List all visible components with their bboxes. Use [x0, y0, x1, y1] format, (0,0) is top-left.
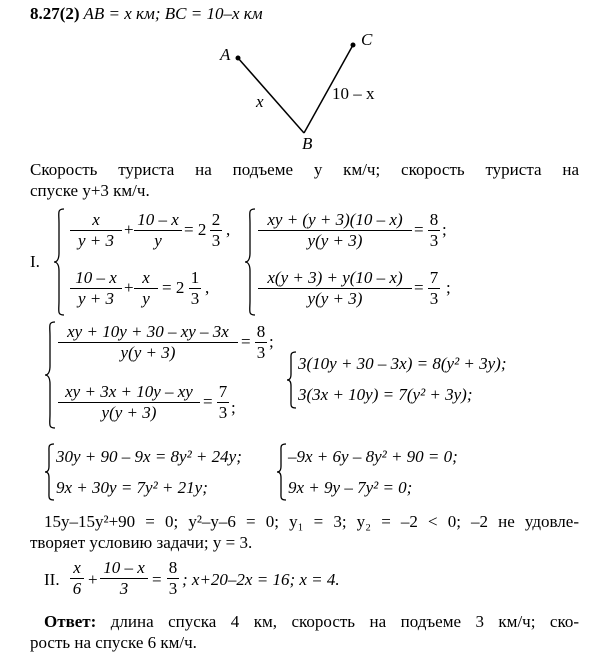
fraction: 1 3 — [190, 268, 200, 308]
operator: + — [124, 278, 134, 297]
fraction: 7 3 — [218, 382, 228, 422]
problem-number: 8.27(2) — [30, 4, 80, 23]
brace-system-3 — [44, 320, 58, 430]
equals: = — [203, 392, 213, 411]
equation: 3(10y + 30 – 3x) = 8(y² + 3y); — [298, 354, 507, 373]
fraction: x 6 — [70, 558, 84, 599]
equation-tail: ; x+20–2x = 16; x = 4. — [182, 570, 340, 589]
fraction: 8 3 — [256, 322, 266, 362]
operator: + — [124, 220, 134, 239]
fraction: x y — [134, 268, 158, 309]
punct: ; — [442, 220, 447, 239]
quadratic-text-line1: 15y–15y²+90 = 0; y²–y–6 = 0; y₁ = 3; y₂ = –2 < 0; –2 не удовле- — [44, 512, 579, 531]
brace-system-5 — [44, 442, 56, 502]
operator: + — [88, 570, 98, 589]
fraction: 10 – x y — [134, 210, 182, 251]
brace-system-2 — [244, 207, 258, 317]
answer-line2: рость на спуске 6 км/ч. — [30, 633, 197, 652]
equation: 3(3x + 10y) = 7(y² + 3y); — [298, 385, 473, 404]
fraction: x(y + 3) + y(10 – x) y(y + 3) — [258, 268, 412, 309]
quadratic-text-line2: творяет условию задачи; y = 3. — [30, 533, 253, 552]
equation: 30y + 90 – 9x = 8y² + 24y; — [56, 447, 242, 466]
path-diagram — [0, 0, 599, 160]
punct: , — [226, 220, 231, 239]
label-ab-length: x — [256, 92, 264, 111]
point-a — [236, 56, 241, 61]
punct: ; — [446, 278, 451, 297]
segment-ab — [238, 58, 304, 133]
speed-text-line1: Скорость туриста на подъеме y км/ч; скорость туриста на — [30, 160, 579, 179]
fraction: 8 3 — [429, 210, 439, 250]
given-lengths: AB = x км; BC = 10–x км — [79, 4, 263, 23]
fraction: xy + (y + 3)(10 – x) y(y + 3) — [258, 210, 412, 251]
label-b: B — [302, 134, 313, 153]
step-2-label: II. — [44, 570, 60, 589]
equals: = — [414, 278, 424, 297]
answer-label: Ответ: — [44, 612, 97, 631]
fraction: 8 3 — [168, 558, 178, 598]
fraction: 10 – x y + 3 — [70, 268, 122, 309]
equals: = — [241, 332, 251, 351]
label-a: A — [220, 45, 231, 64]
fraction: 7 3 — [429, 268, 439, 308]
label-bc-length: 10 – x — [332, 84, 375, 103]
speed-text-line2: спуске y+3 км/ч. — [30, 181, 150, 200]
fraction: 2 3 — [211, 210, 221, 250]
fraction: 10 – x 3 — [100, 558, 148, 599]
answer-text: длина спуска 4 км, скорость на подъеме 3 км/ч; ско- — [96, 612, 579, 631]
fraction: xy + 10y + 30 – xy – 3x y(y + 3) — [58, 322, 238, 363]
fraction: xy + 3x + 10y – xy y(y + 3) — [58, 382, 200, 423]
rhs: = 2 — [184, 220, 207, 239]
label-c: C — [361, 30, 373, 49]
brace-system-1 — [53, 207, 67, 317]
punct: ; — [231, 398, 236, 417]
punct: , — [205, 278, 210, 297]
equation: –9x + 6y – 8y² + 90 = 0; — [288, 447, 458, 466]
equals: = — [152, 570, 162, 589]
step-1-label: I. — [30, 252, 40, 271]
brace-system-6 — [276, 442, 288, 502]
point-c — [351, 43, 356, 48]
equation: 9x + 9y – 7y² = 0; — [288, 478, 413, 497]
answer-line1 — [44, 612, 579, 632]
equation: 9x + 30y = 7y² + 21y; — [56, 478, 208, 497]
punct: ; — [269, 332, 274, 351]
fraction: x y + 3 — [70, 210, 122, 251]
rhs: = 2 — [162, 278, 185, 297]
equals: = — [414, 220, 424, 239]
brace-system-4 — [286, 350, 298, 410]
